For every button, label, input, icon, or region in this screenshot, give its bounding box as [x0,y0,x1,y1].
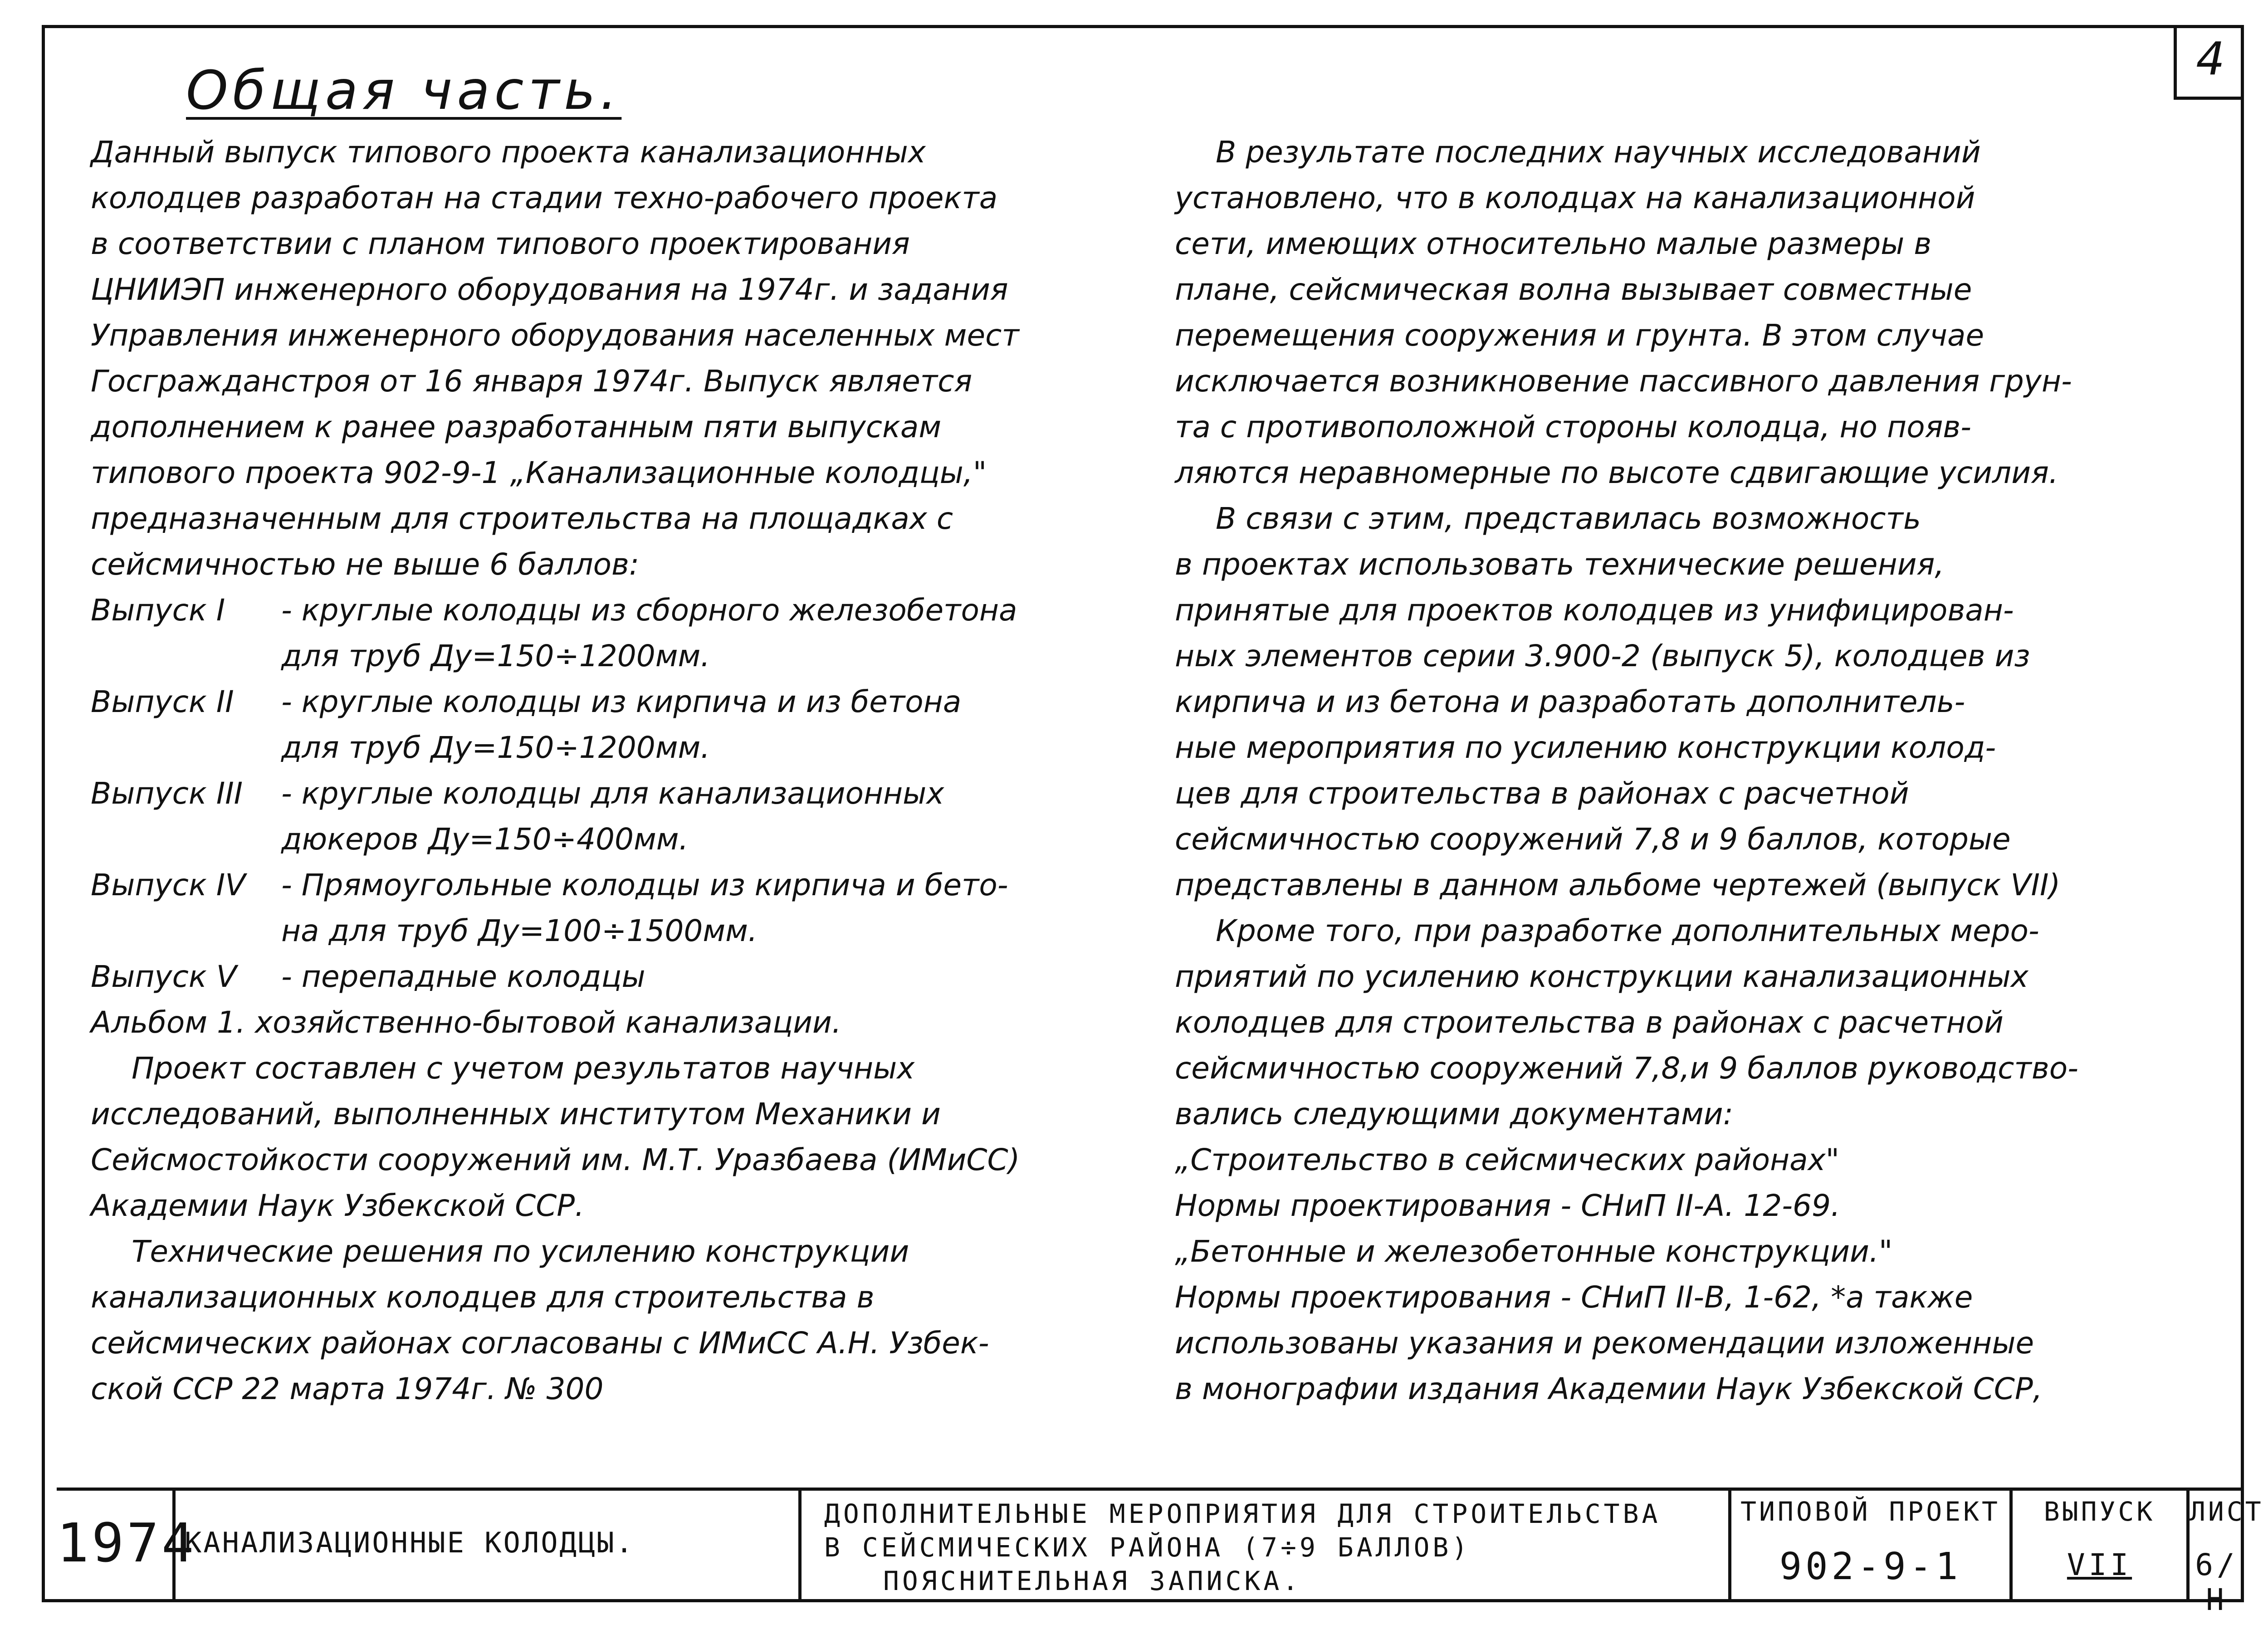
text-line: Нормы проектирования - СНиП II-В, 1-62, *а также [1175,1280,1973,1315]
issue-item [91,679,1125,725]
text-line: сейсмических районах согласованы с ИМиСС А.Н. Узбек- [91,1326,989,1361]
stamp-issue-value: VII [2067,1547,2132,1582]
text-line: приятий по усилению конструкции канализационных [1175,959,2028,994]
text-line: сейсмичностью не выше 6 баллов: [91,547,640,582]
text-line: использованы указания и рекомендации изложенные [1175,1326,2034,1361]
text-line: исключается возникновение пассивного давления грун- [1175,364,2072,399]
issue-text: для труб Ду=150÷1200мм. [281,639,710,673]
stamp-sheet [2190,1491,2264,1617]
issue-text: - круглые колодцы для канализационных [281,776,944,811]
text-line: „Строительство в сейсмических районах" [1175,1142,1839,1177]
issue-item [91,862,1125,908]
text-line: установлено, что в колодцах на канализационной [1175,180,1975,215]
page-title: Общая часть. [186,59,622,122]
issue-label: Выпуск IV [91,868,246,902]
issue-label: Выпуск V [91,959,237,994]
text-line: Данный выпуск типового проекта канализационных [91,135,926,170]
issue-text: для труб Ду=150÷1200мм. [281,730,710,765]
text-line: та с противоположной стороны колодца, но появ- [1175,410,1971,444]
text-line: колодцев для строительства в районах с расчетной [1175,1005,2004,1040]
text-line: в монографии издания Академии Наук Узбекской ССР, [1175,1371,2043,1406]
stamp-description-line: В СЕЙСМИЧЕСКИХ РАЙОНА (7÷9 БАЛЛОВ) [824,1532,1471,1563]
stamp-sheet-value: 6/Н [2195,1547,2239,1617]
stamp-name: КАНАЛИЗАЦИОННЫЕ КОЛОДЦЫ. [176,1491,802,1602]
text-line: Госгражданстроя от 16 января 1974г. Выпуск является [91,364,973,399]
issue-item [91,771,1125,816]
text-line: ных элементов серии 3.900-2 (выпуск 5), колодцев из [1175,639,2030,673]
left-column [91,129,1125,1412]
text-line: сейсмичностью сооружений 7,8 и 9 баллов, которые [1175,822,2011,857]
stamp-description-line: ПОЯСНИТЕЛЬНАЯ ЗАПИСКА. [883,1566,1302,1596]
text-line: ЦНИИЭП инженерного оборудования на 1974г. и задания [91,272,1008,307]
issue-label: Выпуск II [91,684,234,719]
text-line: в проектах использовать технические решения, [1175,547,1945,582]
text-line: предназначенным для строительства на площадках с [91,501,953,536]
text-line: канализационных колодцев для строительства в [91,1280,875,1315]
text-line: в соответствии с планом типового проектирования [91,226,910,261]
stamp-sheet-label: ЛИСТ [2190,1496,2264,1527]
text-line: плане, сейсмическая волна вызывает совместные [1175,272,1972,307]
text-line: цев для строительства в районах с расчетной [1175,776,1909,811]
text-line: Сейсмостойкости сооружений им. М.Т. Уразбаева (ИМиСС) [91,1142,1020,1177]
issue-text: - круглые колодцы из кирпича и из бетона [281,684,962,719]
stamp-project-value: 902-9-1 [1779,1545,1962,1588]
text-line: ные мероприятия по усилению конструкции колод- [1175,730,1996,765]
issue-label: Выпуск I [91,593,225,628]
issue-item [91,587,1125,633]
text-line: принятые для проектов колодцев из унифицирован- [1175,593,2014,628]
issue-text: - перепадные колодцы [281,959,645,994]
right-column [1175,129,2164,1412]
text-line: сети, имеющих относительно малые размеры в [1175,226,1932,261]
stamp-issue [2013,1491,2190,1602]
stamp-project [1731,1491,2013,1602]
text-line: дополнением к ранее разработанным пяти выпускам [91,410,942,444]
title-block [57,1488,2264,1617]
text-line: Кроме того, при разработке дополнительных меро- [1216,913,2039,948]
text-line: Проект составлен с учетом результатов научных [132,1051,915,1086]
issue-text: - круглые колодцы из сборного железобетона [281,593,1017,628]
text-line: исследований, выполненных институтом Механики и [91,1097,941,1132]
text-line: В результате последних научных исследований [1216,135,1981,170]
issue-item [91,954,1125,1000]
issue-text: на для труб Ду=100÷1500мм. [281,913,758,948]
text-line: кирпича и из бетона и разработать дополнитель- [1175,684,1965,719]
text-line: Технические решения по усилению конструкции [132,1234,909,1269]
issue-text: - Прямоугольные колодцы из кирпича и бето- [281,868,1008,902]
stamp-description [802,1491,1731,1602]
issue-text: дюкеров Ду=150÷400мм. [281,822,689,857]
stamp-project-label: ТИПОВОЙ ПРОЕКТ [1740,1496,2000,1527]
issue-label: Выпуск III [91,776,243,811]
text-line: ской ССР 22 марта 1974г. № 300 [91,1371,604,1406]
stamp-description-line: ДОПОЛНИТЕЛЬНЫЕ МЕРОПРИЯТИЯ ДЛЯ СТРОИТЕЛЬСТВА [824,1498,1661,1529]
text-line: ляются неравномерные по высоте сдвигающие усилия. [1175,455,2058,490]
stamp-issue-label: ВЫПУСК [2043,1496,2156,1527]
text-line: Нормы проектирования - СНиП II-А. 12-69. [1175,1188,1840,1223]
text-line: сейсмичностью сооружений 7,8,и 9 баллов руководство- [1175,1051,2078,1086]
album-line: Альбом 1. хозяйственно-бытовой канализации. [91,1005,841,1040]
text-line: Управления инженерного оборудования населенных мест [91,318,1019,353]
text-line: колодцев разработан на стадии техно-рабочего проекта [91,180,998,215]
text-line: Академии Наук Узбекской ССР. [91,1188,585,1223]
text-line: перемещения сооружения и грунта. В этом случае [1175,318,1984,353]
text-line: типового проекта 902-9-1 „Канализационные колодцы," [91,455,987,490]
text-line: В связи с этим, представилась возможность [1216,501,1921,536]
text-line: представлены в данном альбоме чертежей (выпуск VII) [1175,868,2061,902]
text-line: „Бетонные и железобетонные конструкции." [1175,1234,1893,1269]
sheet-number: 4 [2174,25,2244,100]
text-line: вались следующими документами: [1175,1097,1733,1132]
stamp-year: 1974 [57,1491,176,1602]
